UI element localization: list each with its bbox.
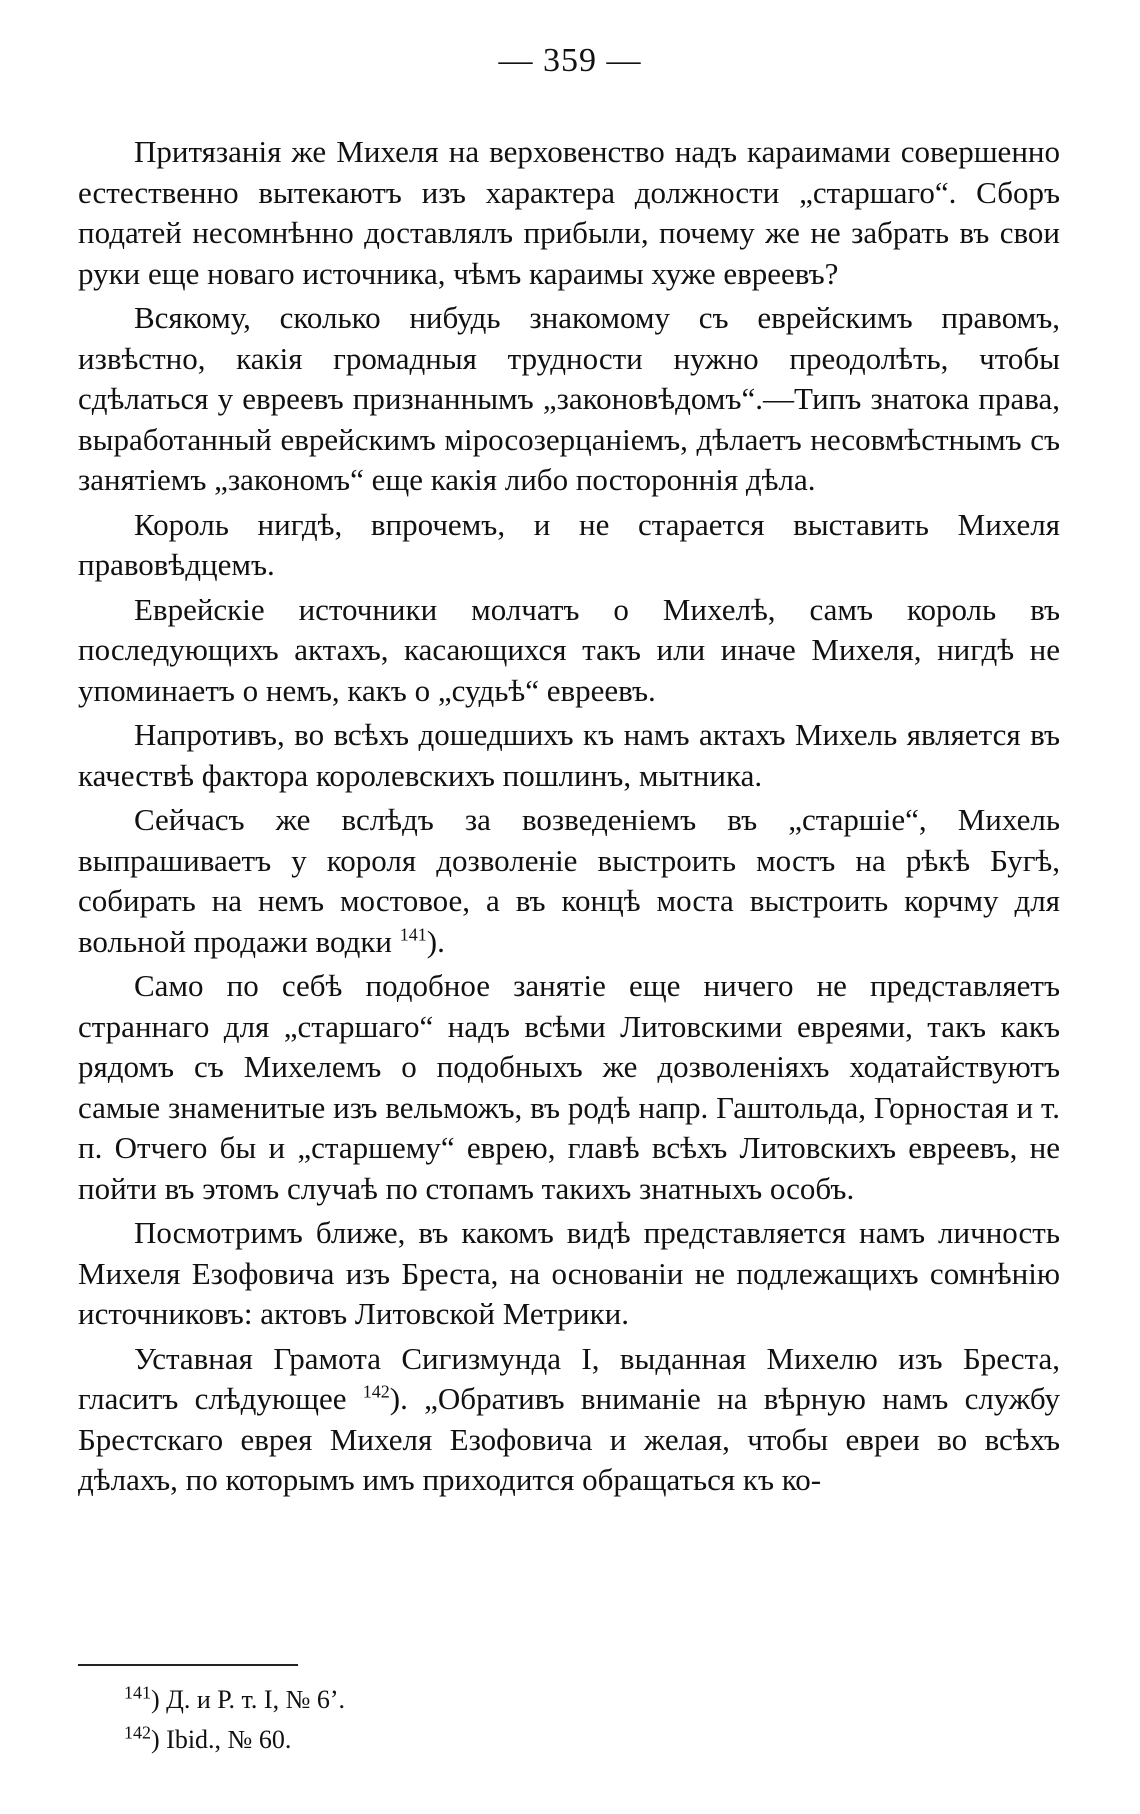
footnote: [124, 1720, 345, 1760]
paragraph: [78, 800, 1060, 962]
footnote-number: 141: [124, 1682, 151, 1703]
paragraph: Еврейскіе источники молчатъ о Михелѣ, самъ король въ последующихъ актахъ, касающихся такъ или иначе Михеля, нигдѣ не упоминаетъ о немъ, какъ о „судьѣ“ евреевъ.: [78, 591, 1060, 708]
paragraph-text: ).: [426, 923, 445, 959]
paragraph-text: Уставная Грамота Сигизмунда I, выданная Михелю изъ Бреста, гласитъ слѣдующее: [78, 1340, 1060, 1416]
page-number: — 359 —: [498, 42, 642, 79]
footnote-text: ) Д. и Р. т. I, № 6’.: [151, 1685, 346, 1714]
footnote-reference: 142: [362, 1381, 390, 1402]
paragraph: Само по себѣ подобное занятіе еще ничего не представляетъ страннаго для „старшаго“ надъ всѣми Литовскими евреями, такъ какъ рядомъ съ Михелемъ о подобныхъ же дозволеніяхъ ходатайствуютъ самые знаменитые изъ вельможъ, въ родѣ напр. Гаштольда, Горностая и т. п. Отчего бы и „старшему“ еврею, главѣ всѣхъ Литовскихъ евреевъ, не пойти въ этомъ случаѣ по стопамъ такихъ знатныхъ особъ.: [78, 968, 1060, 1206]
paragraph-text: ). „Обративъ вниманіе на вѣрную намъ службу Брестскаго еврея Михеля Езофовича и желая, чтобы евреи во всѣхъ дѣлахъ, по которымъ имъ приходится обращаться къ ко-: [78, 1381, 1060, 1497]
footnote: [124, 1680, 345, 1720]
body-text: [78, 132, 1060, 1505]
footnotes: [124, 1680, 345, 1760]
footnote-number: 142: [124, 1722, 151, 1743]
footnote-reference: 141: [399, 924, 427, 945]
paragraph: Напротивъ, во всѣхъ дошедшихъ къ намъ актахъ Михель является въ качествѣ фактора королевскихъ пошлинъ, мытника.: [78, 717, 1060, 793]
paragraph: Всякому, сколько нибудь знакомому съ еврейскимъ правомъ, извѣстно, какія громадныя трудности нужно преодолѣть, чтобы сдѣлаться у евреевъ признаннымъ „законовѣдомъ“.—Типъ знатока права, выработанный еврейскимъ міросозерцаніемъ, дѣлаетъ несовмѣстнымъ съ занятіемъ „закономъ“ еще какія либо постороннія дѣла.: [78, 300, 1060, 497]
paragraph-text: Сейчасъ же вслѣдъ за возведеніемъ въ „старшіе“, Михель выпрашиваетъ у короля дозволеніе выстроить мостъ на рѣкѣ Бугѣ, собирать на немъ мостовое, а въ концѣ моста выстроить корчму для вольной продажи водки: [78, 802, 1060, 959]
paragraph: Притязанія же Михеля на верховенство надъ караимами совершенно естественно вытекаютъ изъ характера должности „старшаго“. Сборъ податей несомнѣнно доставлялъ прибыли, почему же не забрать въ свои руки еще новаго источника, чѣмъ караимы хуже евреевъ?: [78, 134, 1060, 291]
paragraph: Король нигдѣ, впрочемъ, и не старается выставить Михеля правовѣдцемъ.: [78, 506, 1060, 582]
footnote-text: ) Ibid., № 60.: [151, 1725, 292, 1754]
paragraph: [78, 1339, 1060, 1501]
footnote-divider: [78, 1664, 298, 1666]
paragraph: Посмотримъ ближе, въ какомъ видѣ представляется намъ личность Михеля Езофовича изъ Бреста, на основаніи не подлежащихъ сомнѣнію источниковъ: актовъ Литовской Метрики.: [78, 1215, 1060, 1331]
